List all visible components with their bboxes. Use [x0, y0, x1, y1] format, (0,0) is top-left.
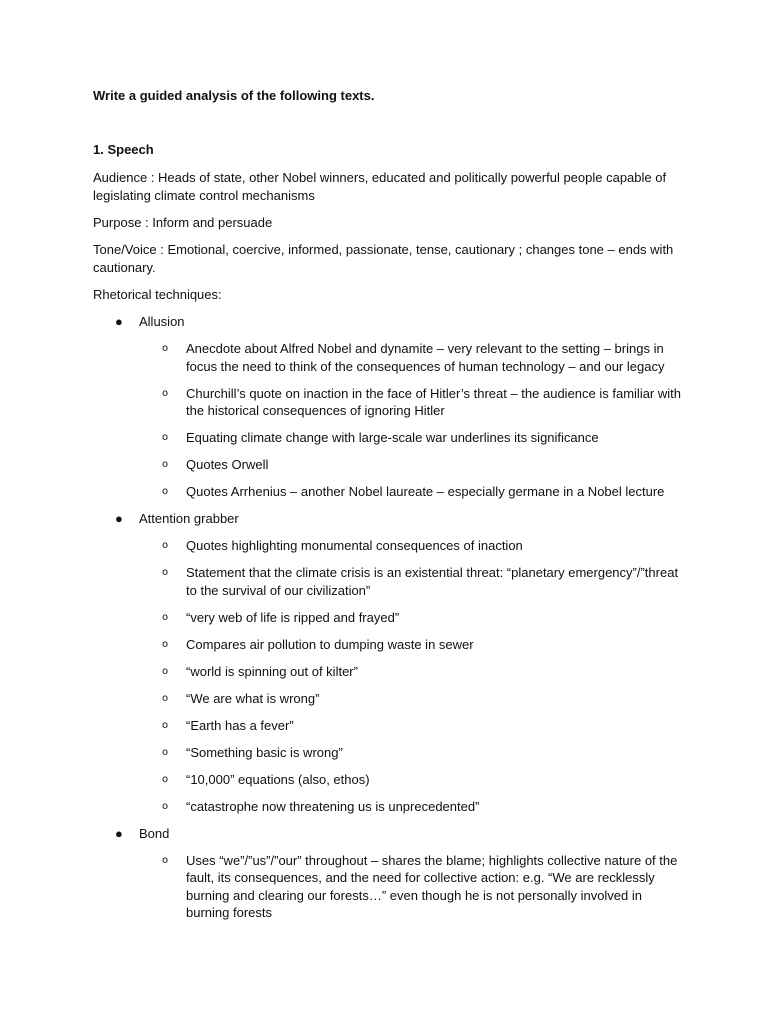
list-item-text: Quotes highlighting monumental consequences of inaction [186, 538, 523, 553]
list-item [93, 456, 683, 474]
circle-bullet-icon: o [162, 343, 169, 354]
bullet-icon: ● [115, 511, 123, 526]
tone-paragraph: Tone/Voice : Emotional, coercive, informed, passionate, tense, cautionary ; changes tone – ends with cautionary. [93, 242, 674, 275]
technique-allusion [93, 313, 683, 331]
list-item [93, 798, 683, 816]
list-item-text: Uses “we”/”us”/”our” throughout – shares the blame; highlights collective nature of the fault, its consequences, and the need for collective action: e.g. “We are recklessly burning and clearing our forests…” even though he is not personally involved in burning forests [186, 852, 678, 920]
list-item [93, 717, 683, 735]
list-item [93, 663, 683, 681]
list-item-text: “10,000” equations (also, ethos) [186, 771, 370, 787]
audience-paragraph: Audience : Heads of state, other Nobel winners, educated and politically powerful people capable of legislating climate control mechanisms [93, 170, 667, 203]
list-item [93, 636, 683, 654]
circle-bullet-icon: o [162, 540, 169, 551]
list-item [93, 340, 683, 375]
list-item-text: Quotes Arrhenius – another Nobel laureate – especially germane in a Nobel lecture [186, 484, 665, 499]
circle-bullet-icon: o [162, 692, 169, 704]
technique-label: Bond [139, 825, 170, 841]
circle-bullet-icon: o [162, 567, 169, 578]
list-item-text: Statement that the climate crisis is an existential threat: “planetary emergency”/”threat to the survival of our civilization” [186, 565, 679, 598]
list-item-text: “We are what is wrong” [186, 690, 320, 706]
circle-bullet-icon: o [162, 719, 169, 731]
list-item [93, 852, 683, 922]
circle-bullet-icon: o [162, 387, 169, 399]
circle-bullet-icon: o [162, 665, 169, 677]
list-item-text: Equating climate change with large-scale war underlines its significance [186, 430, 599, 445]
list-item-text: Anecdote about Alfred Nobel and dynamite – very relevant to the setting – brings in focus the need to think of the consequences of human technology – and our legacy [186, 341, 665, 374]
circle-bullet-icon: o [162, 746, 169, 758]
section-title: 1. Speech [93, 142, 154, 157]
circle-bullet-icon: o [162, 459, 169, 470]
circle-bullet-icon: o [162, 773, 169, 785]
technique-label: Attention grabber [139, 511, 239, 526]
list-item-text: “Earth has a fever” [186, 717, 294, 733]
list-item [93, 564, 683, 599]
bullet-icon: ● [115, 825, 123, 841]
list-item [93, 690, 683, 708]
list-item [93, 744, 683, 762]
list-item-text: “world is spinning out of kilter” [186, 663, 358, 679]
list-item-text: “very web of life is ripped and frayed” [186, 609, 400, 625]
technique-bond [93, 825, 683, 843]
circle-bullet-icon: o [162, 854, 169, 866]
list-item-text: Quotes Orwell [186, 457, 269, 472]
technique-label: Allusion [139, 314, 185, 329]
list-item-text: “catastrophe now threatening us is unprecedented” [186, 798, 480, 814]
list-item-text: Churchill’s quote on inaction in the face of Hitler’s threat – the audience is familiar with the historical consequences of ignoring Hitler [186, 385, 681, 418]
instruction-heading: Write a guided analysis of the following texts. [93, 88, 375, 103]
technique-attention-grabber [93, 510, 683, 528]
list-item [93, 385, 683, 420]
document-page [93, 87, 683, 931]
circle-bullet-icon: o [162, 638, 169, 650]
list-item [93, 609, 683, 627]
list-item [93, 429, 683, 447]
list-item [93, 483, 683, 501]
bullet-icon: ● [115, 314, 123, 329]
circle-bullet-icon: o [162, 611, 169, 623]
list-item [93, 537, 683, 555]
list-item [93, 771, 683, 789]
list-item-text: “Something basic is wrong” [186, 744, 343, 760]
circle-bullet-icon: o [162, 800, 169, 812]
list-item-text: Compares air pollution to dumping waste in sewer [186, 636, 474, 652]
circle-bullet-icon: o [162, 432, 169, 443]
techniques-heading: Rhetorical techniques: [93, 287, 222, 302]
purpose-paragraph: Purpose : Inform and persuade [93, 215, 273, 230]
circle-bullet-icon: o [162, 486, 169, 497]
